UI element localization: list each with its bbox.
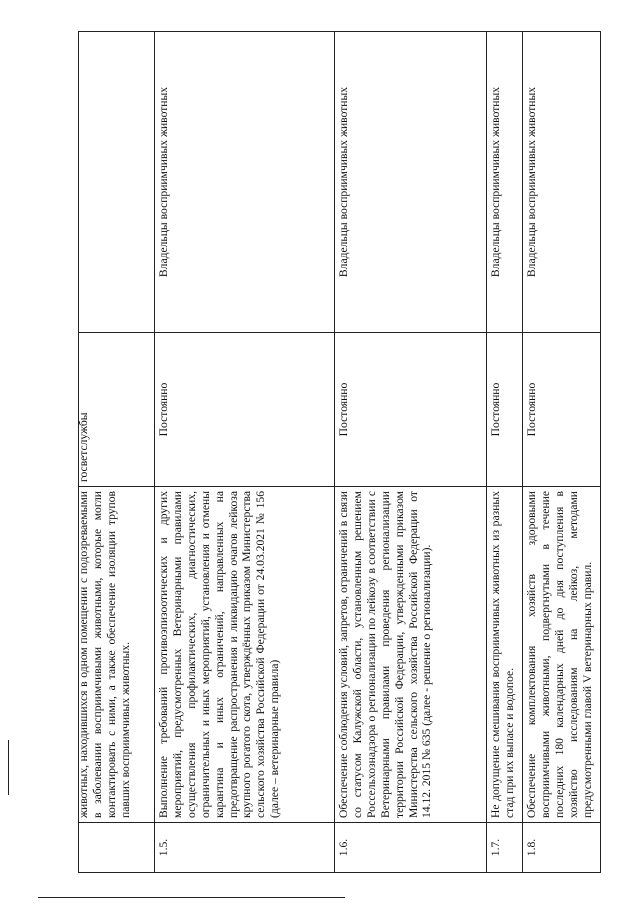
measure-text: Обеспечение комплектования хозяйств здоровыми восприимчивыми животными, подвергнутыми в течение последних 180 календарных дней до дня поступления в хозяйство исследованиям на лейкоз, методами предусмотренными главой V ветеринарных правил. bbox=[523, 487, 601, 823]
responsible-text: Владельцы восприимчивых животных bbox=[155, 32, 335, 333]
period-text: Постоянно bbox=[335, 333, 487, 487]
footer-rule bbox=[38, 897, 345, 898]
period-text: Постоянно bbox=[487, 333, 523, 487]
table-row bbox=[155, 32, 335, 873]
responsible-text: Владельцы восприимчивых животных bbox=[487, 32, 523, 333]
row-number: 1.8. bbox=[523, 823, 601, 873]
responsible-text: Владельцы восприимчивых животных bbox=[523, 32, 601, 333]
measure-text: животных, находившихся в одном помещении с подозреваемыми в заболевании восприимчивыми животными, которые могли контактировать с ними, а также обеспечение изоляции трупов павших восприимчивых животных. bbox=[79, 487, 155, 823]
period-text: Постоянно bbox=[155, 333, 335, 487]
table-row bbox=[487, 32, 523, 873]
row-number: 1.7. bbox=[487, 823, 523, 873]
table-row bbox=[79, 32, 155, 873]
measure-text: Выполнение требований противоэпизоотических и других мероприятий, предусмотренных Ветеринарными правилами осуществления профилактических, диагностических, ограничительных и иных мероприятий, установления и отмены карантина и иных ограничений, направленных на предотвращение распространения и ликвидацию очагов лейкоза крупного рогатого скота, утверждённых приказом Министерства сельского хозяйства Российской Федерации от 24.03.2021 № 156 (далее – ветеринарные правила) bbox=[155, 487, 335, 823]
row-number bbox=[79, 823, 155, 873]
responsible-text: Владельцы восприимчивых животных bbox=[335, 32, 487, 333]
row-number: 1.6. bbox=[335, 823, 487, 873]
measure-text: Обеспечение соблюдения условий, запретов, ограничений в связи со статусом Калужской области, установленным решением Россельхознадзора о регионализации по лейкозу в соответствии с Ветеринарными правилами проведения регионализации территории Российской Федерации, утвержденными приказом Министерства сельского хозяйства Российской Федерации от 14.12. 2015 № 635 (далее - решение о регионализации). bbox=[335, 487, 487, 823]
period-text: госветслужбы bbox=[79, 333, 155, 487]
measures-table bbox=[78, 31, 601, 873]
responsible-text bbox=[79, 32, 155, 333]
table-row bbox=[335, 32, 487, 873]
measure-text: Не допущение смешивания восприимчивых животных из разных стад при их выпасе и водопое. bbox=[487, 487, 523, 823]
period-text: Постоянно bbox=[523, 333, 601, 487]
row-number: 1.5. bbox=[155, 823, 335, 873]
table-row bbox=[523, 32, 601, 873]
